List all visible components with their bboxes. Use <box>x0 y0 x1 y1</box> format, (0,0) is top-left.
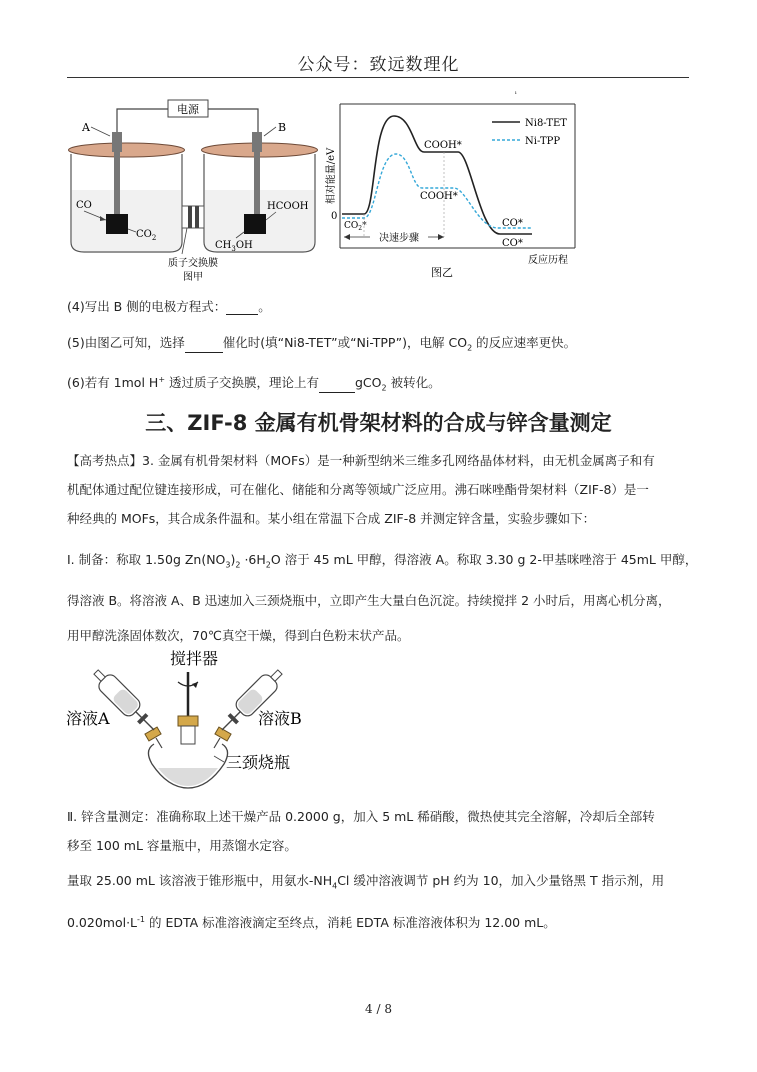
electrode-plate-left <box>106 214 128 234</box>
electrode-plate-right <box>244 214 266 234</box>
wire-left <box>117 109 168 132</box>
answer-blank-4[interactable] <box>226 300 258 315</box>
intro-line-3: 种经典的 MOFs，其合成条件温和。某小组在常温下合成 ZIF-8 并测定锌含量，实验步骤如下： <box>67 511 596 526</box>
step-1-paragraph <box>67 545 697 650</box>
left-output-label: $CO_2$ <box>136 229 157 242</box>
annot-rds: 决速步骤 <box>379 233 419 244</box>
question-4: (4)写出 B 侧的电极方程式： 。 <box>67 299 271 314</box>
zero-label: 0 <box>331 211 338 222</box>
page-header: 公众号：致远数理化 <box>297 55 460 75</box>
step-1-line-2: 得溶液 B。将溶液 A、B 迅速加入三颈烧瓶中，立即产生大量白色沉淀。持续搅拌 2 小时后，用离心机分离， <box>67 592 671 608</box>
center-stopper <box>178 716 198 726</box>
center-neck <box>181 726 195 744</box>
annot-cooh-top: COOH* <box>424 140 462 151</box>
section-title: 三、ZIF-8 金属有机骨架材料的合成与锌含量测定 <box>145 411 612 435</box>
power-source-label: 电源 <box>177 103 199 116</box>
electrode-a-label: A <box>82 121 90 134</box>
electrode-rod-left <box>114 152 120 218</box>
answer-blank-5[interactable] <box>185 338 223 353</box>
proton-membrane-bar-1 <box>188 206 192 228</box>
step-2-paragraph <box>67 802 664 937</box>
answer-blank-6[interactable] <box>319 378 355 393</box>
electrode-rod-right <box>254 152 260 218</box>
step-1-line-1: Ⅰ. 制备：称取 1.50g $Zn(NO_3)_2 \cdot 6H_2O$ 溶于 45 mL 甲醇，得溶液 A。称取 3.30 g 2-甲基咪唑溶于 45mL 甲醇， <box>67 552 698 570</box>
step-1-line-3: 用甲醇洗涤固体数次，70℃真空干燥，得到白色粉末状产品。 <box>67 627 410 643</box>
proton-membrane-bar-2 <box>195 206 199 228</box>
curve-ni8-tet <box>342 116 532 234</box>
label-stirrer: 搅拌器 <box>170 649 219 668</box>
label-solution-a: 溶液A <box>66 709 110 728</box>
connecting-tube <box>182 206 204 228</box>
figure-electrolysis-cell <box>62 92 327 284</box>
intro-line-1: 【高考热点】3. 金属有机骨架材料（MOFs）是一种新型纳米三维多孔网络晶体材料，由无机金属离子和有 <box>67 453 655 468</box>
right-output-label: $CH_3OH$ <box>215 240 253 253</box>
y-axis-label: 相对能量/eV <box>326 147 337 205</box>
label-flask: 三颈烧瓶 <box>226 753 291 772</box>
svg-text:ı: ı <box>515 90 517 96</box>
question-5: (5)由图乙可知，选择 催化时(填“Ni8-TET”或“Ni-TPP”)，电解 $CO_2$ 的反应速率更快。 <box>67 335 577 353</box>
lid-left <box>69 143 185 157</box>
figure-energy-profile <box>320 90 582 280</box>
intro-paragraph <box>67 446 655 533</box>
figure-jia-caption: 图甲 <box>183 272 203 283</box>
left-input-label: CO <box>76 200 92 211</box>
annot-co2: $CO_2*$ <box>344 221 367 232</box>
electrode-b-label: B <box>278 121 287 134</box>
x-axis-label: 反应历程 <box>528 255 568 266</box>
flask-liquid <box>158 768 218 786</box>
header-rule <box>67 77 689 78</box>
step-2-line-3: 量取 25.00 mL 该溶液于锥形瓶中，用氨水$-NH_4Cl$ 缓冲溶液调节 pH 约为 10，加入少量铬黑 T 指示剂，用 <box>67 873 665 891</box>
step-2-line-1: Ⅱ. 锌含量测定：准确称取上述干燥产品 0.2000 g，加入 5 mL 稀硝酸，微热使其完全溶解，冷却后全部转 <box>67 809 655 824</box>
question-6: (6)若有 1mol H+ 透过质子交换膜，理论上有 gCO$_2$ 被转化。 <box>67 374 441 393</box>
terminal-left <box>112 132 122 152</box>
page-number: 4 / 8 <box>365 1002 392 1016</box>
label-solution-b: 溶液B <box>258 709 302 728</box>
wire-right <box>208 109 258 132</box>
figure-yi-caption: 图乙 <box>431 266 453 279</box>
step-2-line-4: $0.020mol\cdot L^{-1}$ 的 EDTA 标准溶液滴定至终点，消耗 EDTA 标准溶液体积为 12.00 mL。 <box>67 914 556 930</box>
step-2-line-2: 移至 100 mL 容量瓶中，用蒸馏水定容。 <box>67 838 297 853</box>
terminal-right <box>252 132 262 152</box>
annot-cooh-mid: COOH* <box>420 191 458 202</box>
membrane-label: 质子交换膜 <box>168 258 218 269</box>
figure-apparatus <box>64 644 314 794</box>
legend-ni8-tet: Ni8-TET <box>525 118 567 129</box>
annot-co-bottom: CO* <box>502 238 523 249</box>
right-input-label: HCOOH <box>267 201 309 212</box>
intro-line-2: 机配体通过配位键连接形成，可在催化、储能和分离等领域广泛应用。沸石咪唑酯骨架材料（ZIF-8）是一 <box>67 482 649 497</box>
annot-co-top: CO* <box>502 218 523 229</box>
legend-ni-tpp: Ni-TPP <box>525 136 561 147</box>
